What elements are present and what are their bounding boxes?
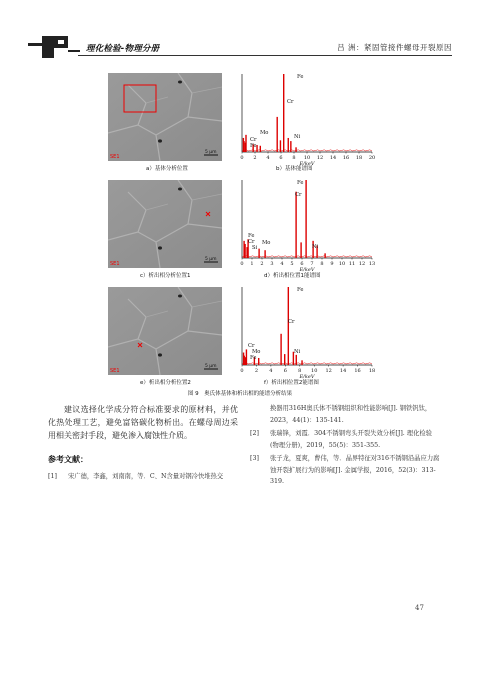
panel-caption-d: d）析出相位置1能谱图 xyxy=(264,273,321,279)
left-column xyxy=(48,403,238,483)
x-tick-label: 12 xyxy=(316,155,324,161)
peak-label: Ni xyxy=(294,134,301,140)
panel-caption-b: b）基体能谱图 xyxy=(276,166,313,172)
x-tick-label: 2 xyxy=(260,261,264,267)
spectrum-peak xyxy=(264,250,265,258)
svg-text:SE1: SE1 xyxy=(110,368,120,374)
peak-label: Ni xyxy=(312,244,319,250)
x-tick-label: 4 xyxy=(280,261,284,267)
peak-label: Fe xyxy=(250,355,257,361)
spectrum-peak xyxy=(295,192,296,258)
reference-item: [2] 张瑞锋，刘霞．304不锈钢弯头开裂失效分析[J]. 理化检验(物理分册)，2019，55(5)：351-355. xyxy=(250,430,432,449)
svg-text:5 μm: 5 μm xyxy=(205,364,217,369)
journal-name: 理化检验-物理分册 xyxy=(86,44,160,54)
x-tick-label: 8 xyxy=(320,261,324,267)
peak-label: Ni xyxy=(294,349,301,355)
peak-label: Fe xyxy=(248,233,255,239)
x-tick-label: 0 xyxy=(240,368,244,374)
spectrum-peak xyxy=(280,334,281,365)
spectrum-peak xyxy=(324,253,325,258)
x-tick-label: 5 xyxy=(290,261,294,267)
peak-label: Cr xyxy=(295,192,302,198)
x-tick-label: 20 xyxy=(368,155,376,161)
sem-image-c xyxy=(108,180,222,268)
spectrum-peak xyxy=(258,249,259,258)
x-tick-label: 18 xyxy=(355,155,363,161)
svg-text:SE1: SE1 xyxy=(110,261,120,267)
spectrum-peak xyxy=(245,135,246,152)
spectrum-peak xyxy=(295,147,296,152)
x-tick-label: 18 xyxy=(368,368,376,374)
x-tick-label: 0 xyxy=(240,155,244,161)
peak-label: Cr xyxy=(288,319,295,325)
x-tick-label: 10 xyxy=(303,155,311,161)
x-tick-label: 8 xyxy=(298,368,302,374)
journal-logo xyxy=(28,36,80,58)
page-number: 47 xyxy=(415,604,424,612)
peak-label: Fe xyxy=(250,143,257,149)
reference-item: [3] 张子龙，夏爽，曹伟，等．晶界特征对316不锈钢沿晶应力腐蚀开裂扩展行为的影响[J]. 金属学报，2016，52(3)：313-319. xyxy=(250,455,440,485)
x-tick-label: 11 xyxy=(348,261,356,267)
svg-text:5 μm: 5 μm xyxy=(205,257,217,262)
sem-image-a xyxy=(108,73,222,161)
spectrum-peak xyxy=(296,355,297,365)
eds-spectrum-d xyxy=(232,176,380,272)
peak-label: Si xyxy=(252,245,258,251)
x-tick-label: 9 xyxy=(330,261,334,267)
panel-caption-e: e）析出相分析位置2 xyxy=(140,380,191,386)
x-tick-label: 16 xyxy=(342,155,350,161)
x-tick-label: 12 xyxy=(325,368,332,374)
spectrum-peak xyxy=(290,141,291,152)
spectrum-peak xyxy=(246,349,247,365)
scale-bar-label: 5 μm xyxy=(205,150,217,155)
x-tick-label: 13 xyxy=(368,261,376,267)
peak-label: Cr xyxy=(250,137,257,143)
x-tick-label: 14 xyxy=(329,155,337,161)
panel-caption-c: c）析出相分析位置1 xyxy=(140,273,191,279)
page-header xyxy=(28,38,452,58)
x-tick-label: 2 xyxy=(254,368,259,374)
peak-label: Mo xyxy=(260,130,269,136)
x-tick-label: 16 xyxy=(354,368,361,374)
spectrum-peak xyxy=(277,117,278,152)
figure-caption: 图 9 奥氏体基体和析出相的能谱分析结果 xyxy=(187,391,293,397)
header-rule xyxy=(78,55,452,56)
panel-caption-f: f）析出相位置2能谱图 xyxy=(264,380,319,386)
x-tick-label: 10 xyxy=(311,368,318,374)
x-tick-label: 14 xyxy=(339,368,347,374)
x-axis-label: E/keV xyxy=(299,267,315,272)
spectrum-peak xyxy=(244,244,245,258)
spectrum-peak xyxy=(258,358,259,365)
sem-image-e xyxy=(108,287,222,375)
reference-item: [1] 宋广德，李鑫，刘南南，等．C、N含量对钢冷快堆热交 xyxy=(48,473,224,480)
references-heading: 参考文献： xyxy=(48,454,88,464)
peak-label: Fe xyxy=(297,287,304,293)
spectrum-peak xyxy=(283,74,284,152)
spectrum-peak xyxy=(288,138,289,152)
spectrum-peak xyxy=(256,145,257,152)
article-running-title: 吕 洲：紧固管接件螺母开裂原因 xyxy=(337,43,452,52)
spectrum-peak xyxy=(284,354,285,365)
spectrum-peak xyxy=(288,287,289,365)
spectrum-baseline xyxy=(242,363,372,364)
spectrum-baseline xyxy=(242,150,372,151)
x-tick-label: 6 xyxy=(279,155,283,161)
peak-label: Cr xyxy=(248,239,255,245)
peak-label: Fe xyxy=(297,74,304,80)
eds-spectrum-b xyxy=(232,70,380,166)
right-column xyxy=(250,403,440,488)
x-tick-label: 6 xyxy=(300,261,304,267)
x-tick-label: 0 xyxy=(240,261,244,267)
x-tick-label: 3 xyxy=(270,261,274,267)
spectrum-peak xyxy=(300,242,301,258)
peak-label: Cr xyxy=(248,343,255,349)
x-tick-label: 10 xyxy=(338,261,346,267)
x-tick-label: 7 xyxy=(310,261,314,267)
panel-caption-a: a）基体分析位置 xyxy=(146,166,188,172)
eds-spectrum-f xyxy=(232,283,380,379)
peak-label: Mo xyxy=(252,349,261,355)
spectrum-peak xyxy=(243,141,244,152)
conclusion-paragraph: 建议选择化学成分符合标准要求的原材料，并优化热处理工艺，避免富铬碳化物析出。在螺母周边采用相关密封手段，避免渗入腐蚀性介质。 xyxy=(48,405,238,440)
x-axis-label: E/keV xyxy=(299,374,315,379)
peak-label: Mo xyxy=(262,240,271,246)
spectrum-peak xyxy=(244,356,245,365)
sem-tag: SE1 xyxy=(110,154,120,160)
x-tick-label: 1 xyxy=(250,261,254,267)
spectrum-peak xyxy=(305,180,306,258)
peak-label: Cr xyxy=(287,99,294,105)
x-tick-label: 6 xyxy=(283,368,287,374)
x-axis-label: E/keV xyxy=(299,161,315,166)
spectrum-peak xyxy=(260,146,261,152)
reference-item: 换器用316H奥氏体不锈钢组织和性能影响[J]. 钢铁钒钛，2023，44(1)：135-141. xyxy=(270,405,432,424)
spectrum-baseline xyxy=(242,256,372,257)
x-tick-label: 12 xyxy=(358,261,366,267)
x-tick-label: 2 xyxy=(253,155,257,161)
spectrum-peak xyxy=(280,140,281,152)
x-tick-label: 4 xyxy=(269,368,273,374)
x-tick-label: 8 xyxy=(292,155,296,161)
spectrum-peak xyxy=(301,360,302,365)
peak-label: Fe xyxy=(297,180,304,186)
x-tick-label: 4 xyxy=(266,155,270,161)
